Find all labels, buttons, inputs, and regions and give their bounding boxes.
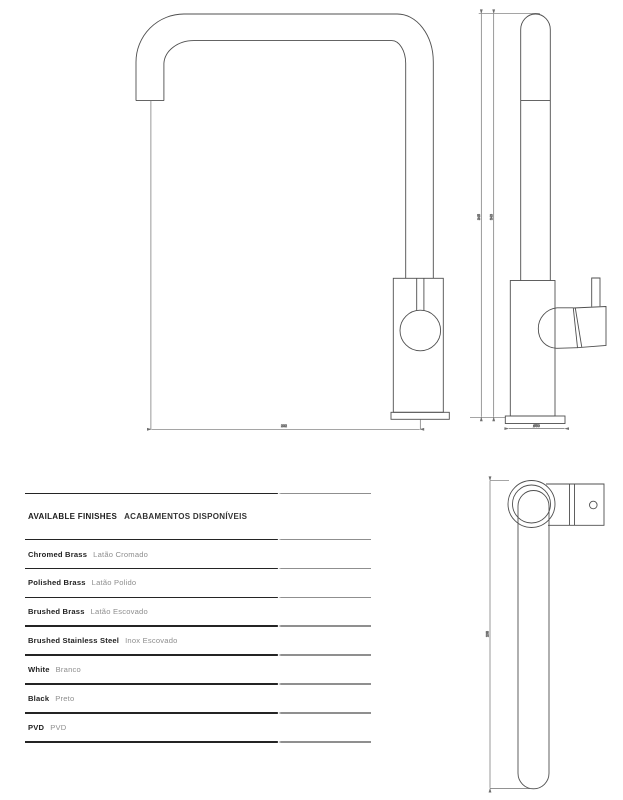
base-flange-side <box>505 416 565 424</box>
finishes-title-pt: ACABAMENTOS DISPONÍVEIS <box>124 512 248 522</box>
handle-knob <box>400 310 441 351</box>
base-flange <box>391 412 449 419</box>
spout-tube-top <box>518 491 549 789</box>
finishes-title-row <box>25 494 371 538</box>
finish-name-en: Chromed Brass <box>28 549 88 559</box>
finish-row-black <box>25 685 371 712</box>
spout-inner-outline <box>164 41 406 279</box>
handle-stem-lines <box>417 278 424 310</box>
spout-outer-outline <box>136 14 433 278</box>
finish-name-pt: Latão Cromado <box>93 549 149 559</box>
finish-name-en: Brushed Stainless Steel <box>28 636 120 646</box>
front-view-dimensions <box>151 101 420 430</box>
finish-row-white <box>25 656 371 683</box>
body-outer-circle <box>508 481 555 528</box>
finish-row-chromed-brass <box>25 540 371 567</box>
depth-dimension-label: 208 <box>485 631 490 637</box>
finish-row-polished-brass <box>25 569 371 596</box>
finish-name-en: Polished Brass <box>28 578 86 588</box>
finish-name-pt: Inox Escovado <box>125 636 178 646</box>
base-width-dimension-label: Ø50 <box>533 424 540 428</box>
height-inner-dimension-label: 340 <box>489 214 494 220</box>
finish-name-pt: Latão Escovado <box>90 607 148 617</box>
finish-name-pt: Preto <box>55 693 75 703</box>
finish-name-pt: Latão Polido <box>91 578 137 588</box>
finish-name-en: PVD <box>28 722 45 732</box>
side-view-drawing <box>505 14 606 424</box>
available-finishes-table <box>25 493 371 743</box>
handle-base-edge-line <box>575 308 582 347</box>
reach-dimension-label: 232 <box>281 424 287 429</box>
handle-lever <box>592 278 600 307</box>
finish-row-pvd <box>25 714 371 741</box>
riser-tube-outline <box>521 14 551 281</box>
faucet-body-side <box>510 281 555 417</box>
faucet-body <box>393 278 443 412</box>
top-view-dimensions <box>486 480 534 788</box>
handle-screw-hole <box>590 501 598 509</box>
finish-row-brushed-stainless-steel <box>25 627 371 654</box>
finish-name-pt: Branco <box>55 665 81 675</box>
table-rule <box>25 741 371 743</box>
cartridge-bulge <box>538 308 577 349</box>
finish-name-en: Brushed Brass <box>28 607 85 617</box>
finishes-title-en: AVAILABLE FINISHES <box>28 512 118 522</box>
top-view-drawing <box>508 481 604 789</box>
finish-name-en: Black <box>28 693 50 703</box>
finish-name-en: White <box>28 665 50 675</box>
finish-name-pt: PVD <box>50 722 67 732</box>
finish-row-brushed-brass <box>25 598 371 625</box>
front-view-drawing <box>136 14 449 419</box>
height-outer-dimension-label: 345 <box>477 214 481 220</box>
